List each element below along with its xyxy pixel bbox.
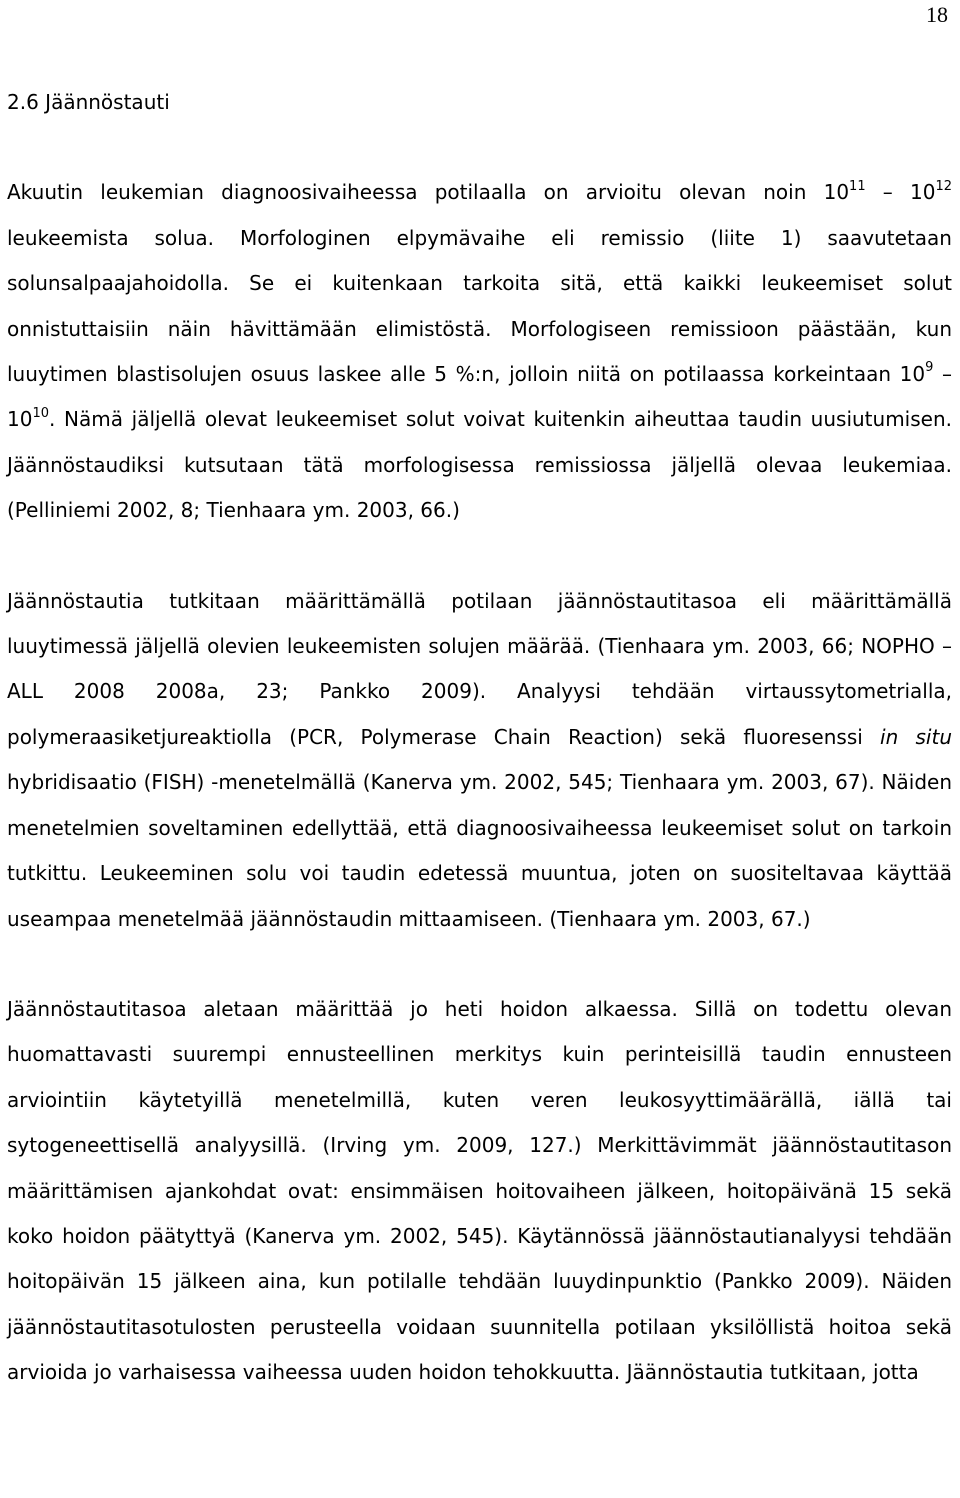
page-number: 18: [926, 2, 948, 27]
spacer: [7, 942, 952, 987]
paragraph-1-text-a: Akuutin leukemian diagnoosivaiheessa potilaalla on arvioitu olevan noin 10: [7, 180, 850, 205]
paragraph-2-text-a: Jäännöstautia tutkitaan määrittämällä potilaan jäännöstautitasoa eli määrittämällä luuytimessä jäljellä olevien leukeemisten solujen määrää. (Tienhaara ym. 2003, 66; NOPHO – ALL 2008 2008a, 23; Pankko 2009). Analyysi tehdään virtaussytometrialla, polymeraasiketjureaktiolla (PCR, Polymerase Chain Reaction) sekä fluoresenssi: [7, 588, 952, 749]
paragraph-1-text-b: – 10: [865, 180, 936, 205]
italic-term: in situ: [880, 724, 952, 749]
paragraph-1-text-e: . Nämä jäljellä olevat leukeemiset solut voivat kuitenkin aiheuttaa taudin uusiutumisen. Jäännöstaudiksi kutsutaan tätä morfologisessa remissiossa jäljellä olevaa leukemiaa. (Pelliniemi 2002, 8; Tienhaara ym. 2003, 66.): [7, 407, 952, 523]
spacer: [7, 125, 952, 170]
paragraph-1-text-d: – 10: [7, 362, 953, 432]
exponent-10: 10: [32, 405, 49, 421]
document-body: [7, 80, 952, 1396]
section-title: Jäännöstauti: [45, 90, 170, 114]
section-heading: [7, 80, 952, 125]
paragraph-2: [7, 579, 952, 942]
paragraph-1-text-c: leukeemista solua. Morfologinen elpymävaihe eli remissio (liite 1) saavutetaan solunsalpaajahoidolla. Se ei kuitenkaan tarkoita sitä, että kaikki leukeemiset solut onnistuttaisiin näin hävittämään elimistöstä. Morfologiseen remissioon päästään, kun luuytimen blastisolujen osuus laskee alle 5 %:n, jolloin niitä on potilaassa korkeintaan 10: [7, 225, 952, 387]
section-number: 2.6: [7, 90, 39, 114]
paragraph-3: Jäännöstautitasoa aletaan määrittää jo heti hoidon alkaessa. Sillä on todettu olevan huomattavasti suurempi ennusteellinen merkitys kuin perinteisillä taudin ennusteen arviointiin käytetyillä menetelmillä, kuten veren leukosyyttimäärällä, iällä tai sytogeneettisellä analyysillä. (Irving ym. 2009, 127.) Merkittävimmät jäännöstautitason määrittämisen ajankohdat ovat: ensimmäisen hoitovaiheen jälkeen, hoitopäivänä 15 sekä koko hoidon päätyttyä (Kanerva ym. 2002, 545). Käytännössä jäännöstautianalyysi tehdään hoitopäivän 15 jälkeen aina, kun potilalle tehdään luuydinpunktio (Pankko 2009). Näiden jäännöstautitasotulosten perusteella voidaan suunnitella potilaan yksilöllistä hoitoa sekä arvioida jo varhaisessa vaiheessa uuden hoidon tehokkuutta. Jäännöstautia tutkitaan, jotta: [7, 996, 952, 1385]
spacer: [7, 534, 952, 579]
exponent-11: 11: [849, 178, 866, 194]
exponent-9: 9: [925, 360, 934, 376]
paragraph-1: [7, 170, 952, 533]
exponent-12: 12: [935, 178, 952, 194]
paragraph-2-text-b: hybridisaatio (FISH) -menetelmällä (Kanerva ym. 2002, 545; Tienhaara ym. 2003, 67). Näiden menetelmien soveltaminen edellyttää, että diagnoosivaiheessa leukeemiset solut on tarkoin tutkittu. Leukeeminen solu voi taudin edetessä muuntua, joten on suositeltavaa käyttää useampaa menetelmää jäännöstaudin mittaamiseen. (Tienhaara ym. 2003, 67.): [7, 770, 952, 931]
